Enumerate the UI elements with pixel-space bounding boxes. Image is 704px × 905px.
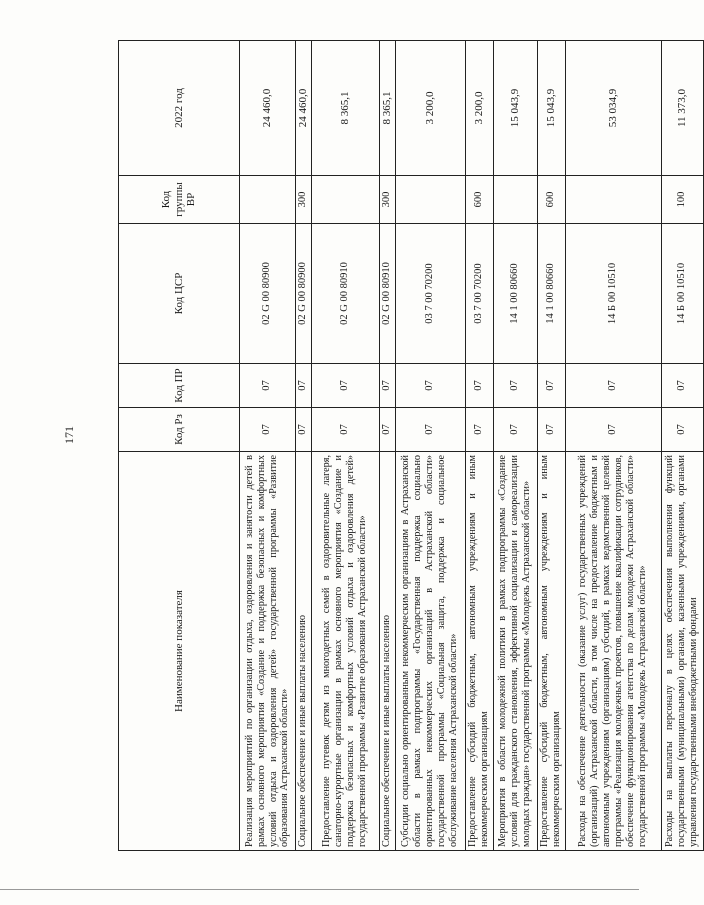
row-csr: 02 G 00 80900 [240,224,296,364]
table-row [565,41,661,851]
table-header-row [119,41,240,851]
row-pr: 07 [395,364,465,408]
row-vr [395,176,465,224]
row-year: 8 365,1 [311,41,379,176]
row-year: 15 043,9 [493,41,537,176]
table-row [395,41,465,851]
row-rz: 07 [379,408,395,452]
row-rz: 07 [493,408,537,452]
table-row [379,41,395,851]
table-row [296,41,312,851]
row-year: 8 365,1 [379,41,395,176]
table-row [240,41,296,851]
row-pr: 07 [240,364,296,408]
table-row [493,41,537,851]
table-row [661,41,703,851]
row-name: Расходы на выплаты персоналу в целях обеспечения выполнения функций государственными (муниципальными) органами, казенными учреждениями, органами управления государственными внебюджетными фондами [661,452,703,851]
row-name: Предоставление субсидий бюджетным, автономным учреждениям и иным некоммерческим организациям [465,452,493,851]
row-rz: 07 [395,408,465,452]
row-name: Предоставление путевок детям из многодетных семей в оздоровительные лагеря, санаторно-курортные организации в рамках основного мероприятия «Создание и поддержка безопасных и комфортных условий отдыха и оздоровления детей» государственной программы «Развитие образования Астраханской области» [311,452,379,851]
row-pr: 07 [465,364,493,408]
row-name: Расходы на обеспечение деятельности (оказание услуг) государственных учреждений (организаций) Астраханской области, в том числе на предоставление бюджетным и автономным учреждениям (организациям) субсидий, в рамках ведомственной целевой программы «Реализация молодежных проектов, повышение квалификации сотрудников, обеспечение функционирования агентства по делам молодежи Астраханской области» государственной программы «Молодежь Астраханской области» [565,452,661,851]
row-vr [311,176,379,224]
row-csr: 14 Б 00 10510 [565,224,661,364]
row-rz: 07 [311,408,379,452]
row-year: 11 373,0 [661,41,703,176]
header-year: 2022 год [119,41,240,176]
row-csr: 14 1 00 80660 [493,224,537,364]
row-rz: 07 [465,408,493,452]
row-name: Реализация мероприятий по организации отдыха, оздоровления и занятости детей в рамках основного мероприятия «Создание и поддержка безопасных и комфортных условий отдыха и оздоровления детей» государственной программы «Развитие образования Астраханской области» [240,452,296,851]
row-pr: 07 [661,364,703,408]
header-pr: Код ПР [119,364,240,408]
row-vr: 100 [661,176,703,224]
row-csr: 14 Б 00 10510 [661,224,703,364]
row-pr: 07 [565,364,661,408]
row-pr: 07 [311,364,379,408]
row-csr: 14 1 00 80660 [537,224,565,364]
row-pr: 07 [296,364,312,408]
row-year: 24 460,0 [240,41,296,176]
budget-table-rotated [118,41,700,851]
row-name: Предоставление субсидий бюджетным, автономным учреждениям и иным некоммерческим организациям [537,452,565,851]
row-rz: 07 [565,408,661,452]
row-name: Социальное обеспечение и иные выплаты населению [296,452,312,851]
row-year: 53 034,9 [565,41,661,176]
row-name: Субсидии социально ориентированным некоммерческим организациям в Астраханской области в рамках подпрограммы «Государственная поддержка социально ориентированных некоммерческих организаций в Астраханской области» государственной программы «Социальная защита, поддержка и социальное обслуживание населения Астраханской области» [395,452,465,851]
row-year: 15 043,9 [537,41,565,176]
row-csr: 02 G 00 80900 [296,224,312,364]
page-number: 171 [62,426,76,444]
row-vr: 600 [537,176,565,224]
table-row [465,41,493,851]
row-rz: 07 [296,408,312,452]
row-csr: 03 7 00 70200 [395,224,465,364]
row-vr: 300 [379,176,395,224]
header-name: Наименование показателя [119,452,240,851]
row-vr: 600 [465,176,493,224]
row-vr [240,176,296,224]
table-row [311,41,379,851]
header-rz: Код Рз [119,408,240,452]
row-rz: 07 [240,408,296,452]
page-bottom-rule [0,889,639,890]
row-csr: 03 7 00 70200 [465,224,493,364]
row-name: Социальное обеспечение и иные выплаты населению [379,452,395,851]
row-year: 24 460,0 [296,41,312,176]
row-rz: 07 [537,408,565,452]
row-name: Мероприятия в области молодежной политики в рамках подпрограммы «Создание условий для гражданского становления, эффективной социализации и самореализации молодых граждан» государственной программы «Молодежь Астраханской области» [493,452,537,851]
row-vr [565,176,661,224]
budget-table [118,40,704,851]
table-row [537,41,565,851]
row-vr [493,176,537,224]
row-year: 3 200,0 [395,41,465,176]
row-pr: 07 [493,364,537,408]
row-vr: 300 [296,176,312,224]
row-rz: 07 [661,408,703,452]
row-csr: 02 G 00 80910 [379,224,395,364]
row-csr: 02 G 00 80910 [311,224,379,364]
row-pr: 07 [379,364,395,408]
row-pr: 07 [537,364,565,408]
row-year: 3 200,0 [465,41,493,176]
header-vr: Код группы ВР [119,176,240,224]
header-csr: Код ЦСР [119,224,240,364]
